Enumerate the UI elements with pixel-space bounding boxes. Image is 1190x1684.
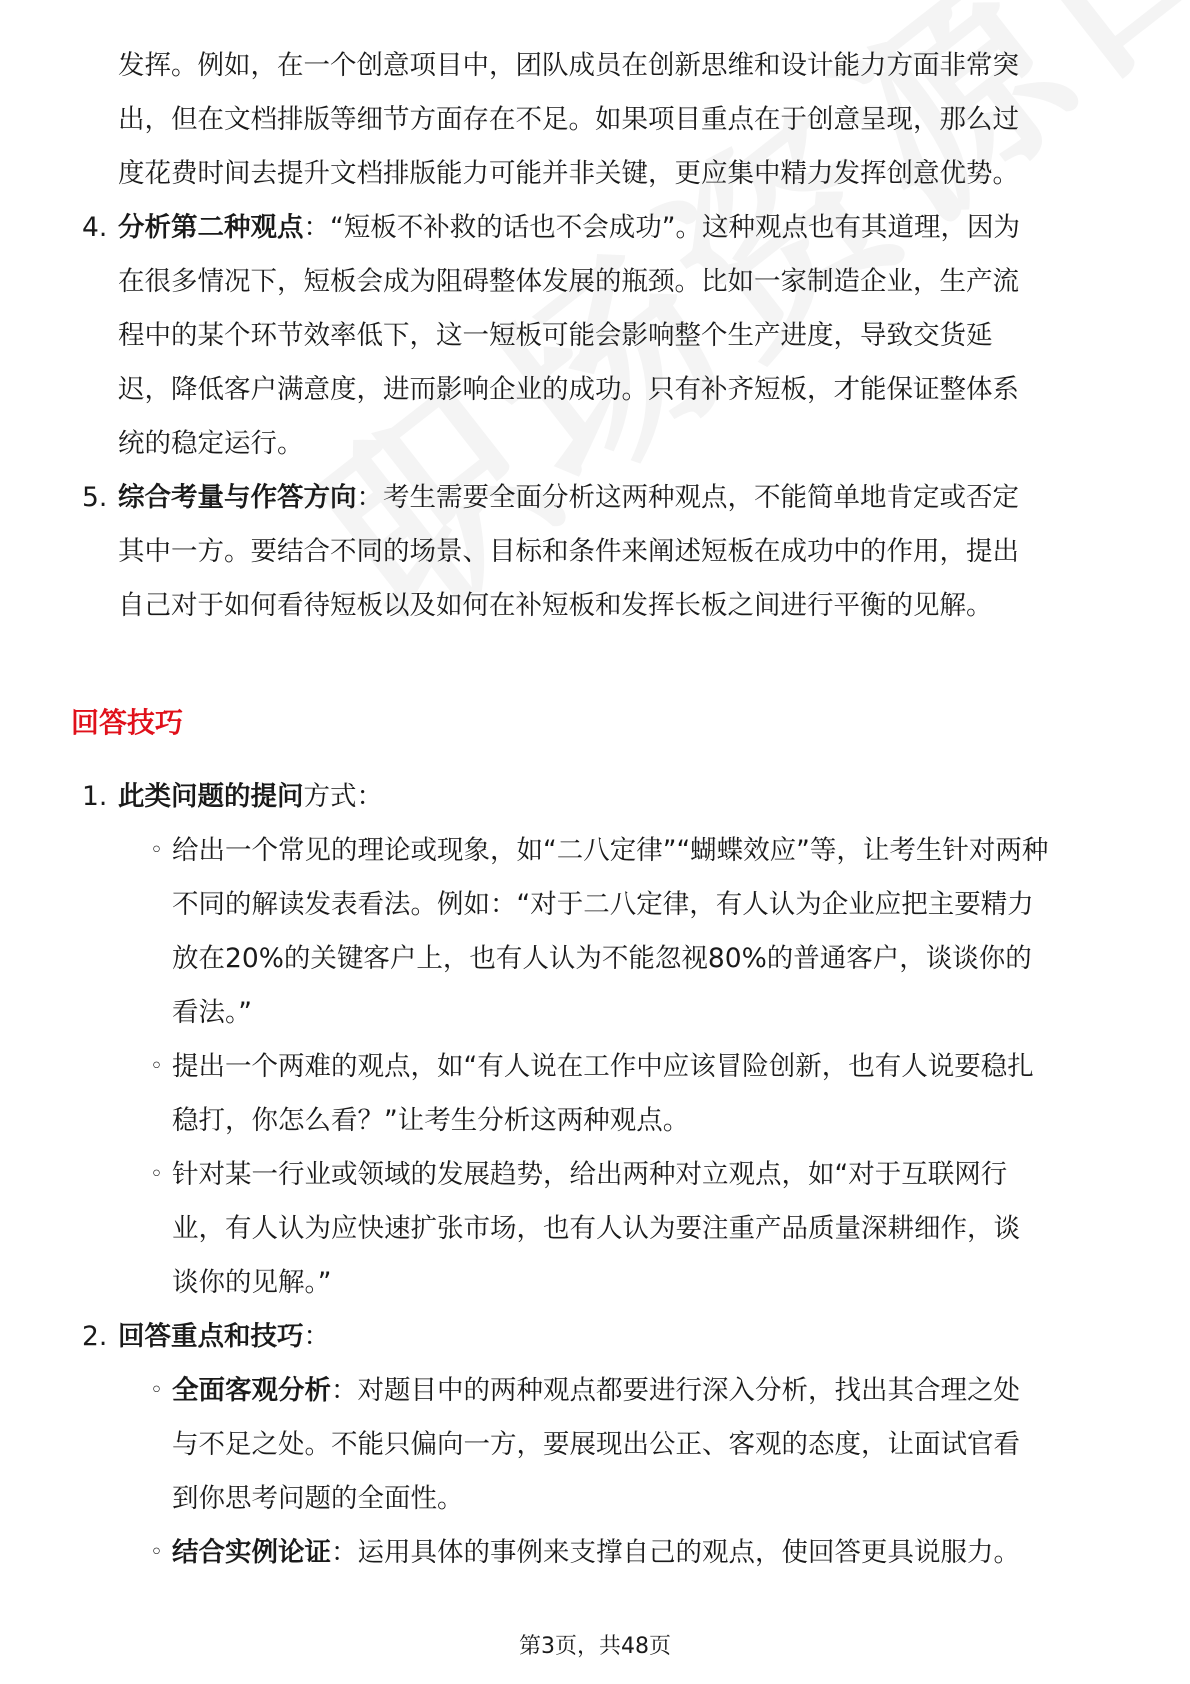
paragraph-line: 其中一方。要结合不同的场景、目标和条件来阐述短板在成功中的作用，提出: [118, 536, 1019, 567]
tip-item-1: [118, 777, 383, 817]
paragraph-line: 度花费时间去提升文档排版能力可能并非关键，更应集中精力发挥创意优势。: [118, 158, 1019, 189]
list-number: 2.: [82, 1321, 108, 1352]
paragraph-line: 统的稳定运行。: [118, 428, 304, 459]
item-text: ：“短板不补救的话也不会成功”。这种观点也有其道理，因为: [303, 212, 1020, 243]
bullet-circle-icon: ◦: [150, 1378, 163, 1403]
bullet-line: 谈你的见解。”: [172, 1267, 332, 1298]
bullet-line: 稳打，你怎么看？”让考生分析这两种观点。: [172, 1105, 690, 1136]
item-title: 综合考量与作答方向: [118, 482, 357, 513]
bullet-line: 到你思考问题的全面性。: [172, 1483, 464, 1514]
bullet-line: 业，有人认为应快速扩张市场，也有人认为要注重产品质量深耕细作，谈: [172, 1213, 1020, 1244]
paragraph-line: 发挥。例如，在一个创意项目中，团队成员在创新思维和设计能力方面非常突: [118, 50, 1019, 81]
bullet-title: 结合实例论证: [172, 1537, 331, 1568]
paragraph-line: 在很多情况下，短板会成为阻碍整体发展的瓶颈。比如一家制造企业，生产流: [118, 266, 1019, 297]
bullet-text: ：对题目中的两种观点都要进行深入分析，找出其合理之处: [331, 1375, 1020, 1406]
item-text: ：考生需要全面分析这两种观点，不能简单地肯定或否定: [356, 482, 1019, 513]
bullet-circle-icon: ◦: [150, 1540, 163, 1565]
bullet-circle-icon: ◦: [150, 1054, 163, 1079]
item-text: 方式：: [303, 781, 383, 812]
bullet-circle-icon: ◦: [150, 838, 163, 863]
paragraph-line: 自己对于如何看待短板以及如何在补短板和发挥长板之间进行平衡的见解。: [118, 590, 993, 621]
paragraph-line: 程中的某个环节效率低下，这一短板可能会影响整个生产进度，导致交货延: [118, 320, 993, 351]
bullet-line: 与不足之处。不能只偏向一方，要展现出公正、客观的态度，让面试官看: [172, 1429, 1020, 1460]
list-number: 4.: [82, 212, 108, 243]
item-title: 回答重点和技巧: [118, 1321, 304, 1352]
item-title: 分析第二种观点: [118, 212, 304, 243]
bullet-line: 放在20%的关键客户上，也有人认为不能忽视80%的普通客户，谈谈你的: [172, 943, 1032, 974]
paragraph-line: 迟，降低客户满意度，进而影响企业的成功。只有补齐短板，才能保证整体系: [118, 374, 1019, 405]
bullet-circle-icon: ◦: [150, 1162, 163, 1187]
bullet-line: 不同的解读发表看法。例如：“对于二八定律，有人认为企业应把主要精力: [172, 889, 1034, 920]
section-heading: 回答技巧: [71, 706, 184, 739]
page-footer: 第3页，共48页: [519, 1634, 671, 1659]
tip-item-2: [118, 1317, 330, 1357]
list-number: 1.: [82, 781, 108, 812]
bullet-line: [172, 1533, 1020, 1573]
bullet-line: 提出一个两难的观点，如“有人说在工作中应该冒险创新，也有人说要稳扎: [172, 1051, 1034, 1082]
list-item-4: [118, 208, 1020, 248]
bullet-text: ：运用具体的事例来支撑自己的观点，使回答更具说服力。: [331, 1537, 1020, 1568]
bullet-title: 全面客观分析: [172, 1375, 331, 1406]
paragraph-line: 出，但在文档排版等细节方面存在不足。如果项目重点在于创意呈现，那么过: [118, 104, 1019, 135]
item-title: 此类问题的提问: [118, 781, 304, 812]
bullet-line: 给出一个常见的理论或现象，如“二八定律”“蝴蝶效应”等，让考生针对两种: [172, 835, 1049, 866]
bullet-line: 看法。”: [172, 997, 252, 1028]
item-text: ：: [303, 1321, 330, 1352]
bullet-line: 针对某一行业或领域的发展趋势，给出两种对立观点，如“对于互联网行: [172, 1159, 1008, 1190]
list-item-5: [118, 478, 1019, 518]
list-number: 5.: [82, 482, 108, 513]
bullet-line: [172, 1371, 1020, 1411]
